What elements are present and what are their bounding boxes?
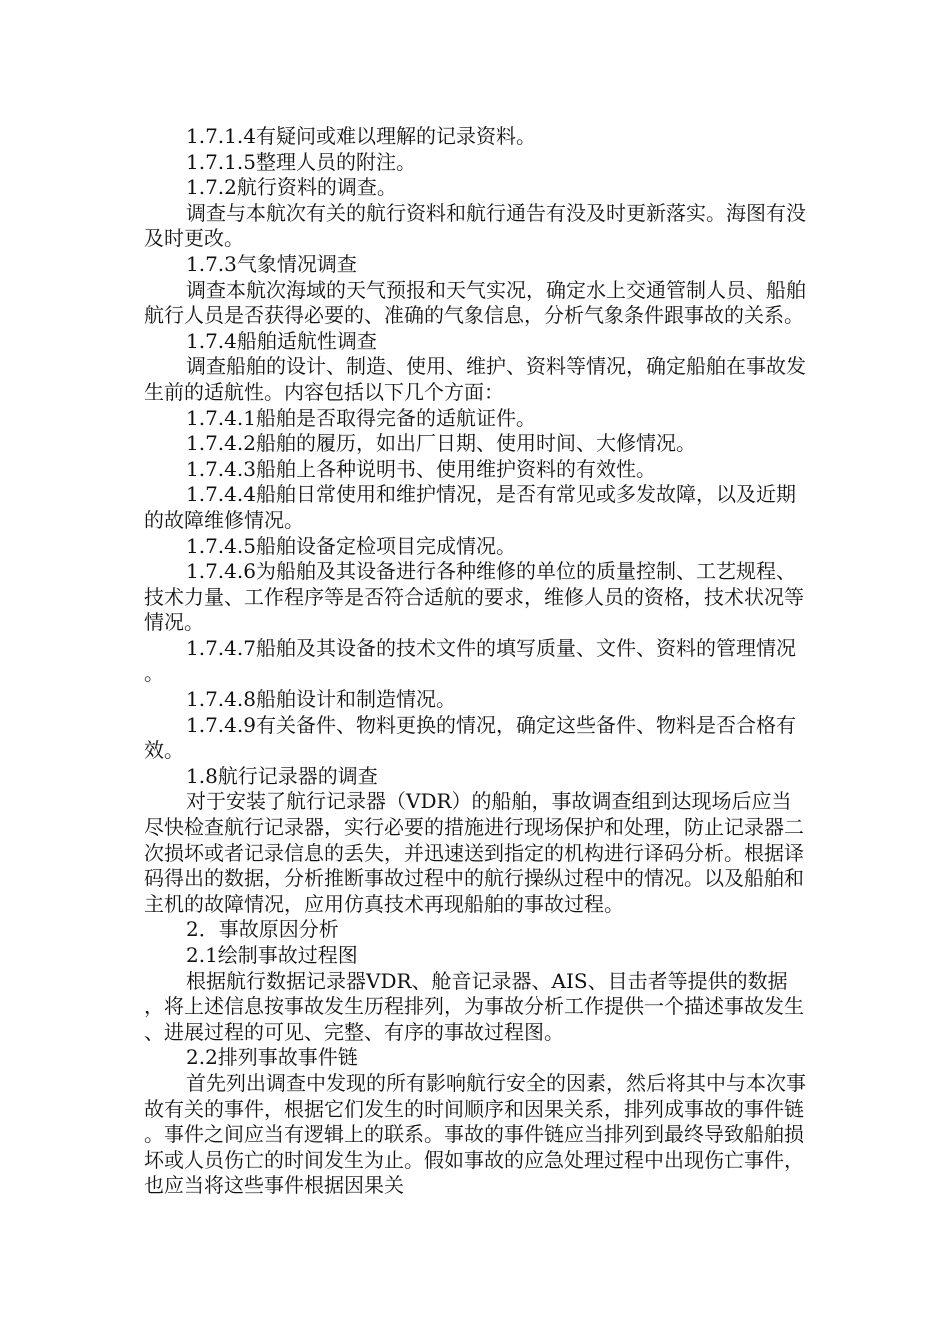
paragraph: 1.7.2航行资料的调查。 [186, 175, 397, 200]
paragraph: 1.7.1.4有疑问或难以理解的记录资料。 [186, 124, 536, 148]
paragraph: 1.7.1.5整理人员的附注。 [186, 149, 416, 174]
paragraph: 1.7.4.9有关备件、物料更换的情况，确定这些备件、物料是否合格有效。 [144, 712, 796, 763]
paragraph: 1.7.4.4船舶日常使用和维护情况，是否有常见或多发故障，以及近期的故障维修情况。 [144, 482, 796, 532]
paragraph: 调查本航次海域的天气预报和天气实况，确定水上交通管制人员、船舶航行人员是否获得必要的、准确的气象信息，分析气象条件跟事故的关系。 [144, 277, 806, 328]
paragraph: 调查与本航次有关的航行资料和航行通告有没及时更新落实。海图有没及时更改。 [144, 200, 806, 251]
paragraph: 2.1绘制事故过程图 [186, 943, 358, 967]
paragraph: 1.7.3气象情况调查 [186, 251, 357, 276]
document-body [144, 124, 806, 1199]
paragraph: 1.7.4.1船舶是否取得完备的适航证件。 [186, 405, 536, 430]
paragraph: 对于安装了航行记录器（VDR）的船舶，事故调查组到达现场后应当尽快检查航行记录器，实行必要的措施进行现场保护和处理，防止记录器二次损坏或者记录信息的丢失，并迅速送到指定的机构进行译码分析。根据译码得出的数据，分析推断事故过程中的航行操纵过程中的情况。以及船舶和主机的故障情况，应用仿真技术再现船舶的事故过程。 [144, 789, 804, 916]
paragraph: 1.7.4船舶适航性调查 [186, 328, 377, 353]
paragraph: 1.7.4.6为船舶及其设备进行各种维修的单位的质量控制、工艺规程、技术力量、工作程序等是否符合适航的要求，维修人员的资格，技术状况等情况。 [144, 559, 804, 635]
paragraph: 2．事故原因分析 [186, 917, 339, 942]
paragraph: 1.7.4.5船舶设备定检项目完成情况。 [186, 533, 516, 558]
paragraph: 1.7.4.2船舶的履历，如出厂日期、使用时间、大修情况。 [186, 431, 696, 456]
paragraph: 1.7.4.8船舶设计和制造情况。 [186, 687, 456, 712]
paragraph: 根据航行数据记录器VDR、舱音记录器、AIS、目击者等提供的数据，将上述信息按事故发生历程排列，为事故分析工作提供一个描述事故发生、进展过程的可见、完整、有序的事故过程图。 [144, 968, 804, 1044]
paragraph: 调查船舶的设计、制造、使用、维护、资料等情况，确定船舶在事故发生前的适航性。内容包括以下几个方面： [144, 354, 806, 404]
paragraph: 1.8航行记录器的调查 [186, 763, 378, 788]
paragraph: 2.2排列事故事件链 [186, 1045, 358, 1070]
paragraph: 1.7.4.3船舶上各种说明书、使用维护资料的有效性。 [186, 456, 656, 481]
paragraph: 1.7.4.7船舶及其设备的技术文件的填写质量、文件、资料的管理情况。 [144, 635, 796, 686]
paragraph: 首先列出调查中发现的所有影响航行安全的因素，然后将其中与本次事故有关的事件，根据它们发生的时间顺序和因果关系，排列成事故的事件链。事件之间应当有逻辑上的联系。事故的事件链应当排列到最终导致船舶损坏或人员伤亡的时间发生为止。假如事故的应急处理过程中出现伤亡事件，也应当将这些事件根据因果关 [144, 1070, 806, 1198]
